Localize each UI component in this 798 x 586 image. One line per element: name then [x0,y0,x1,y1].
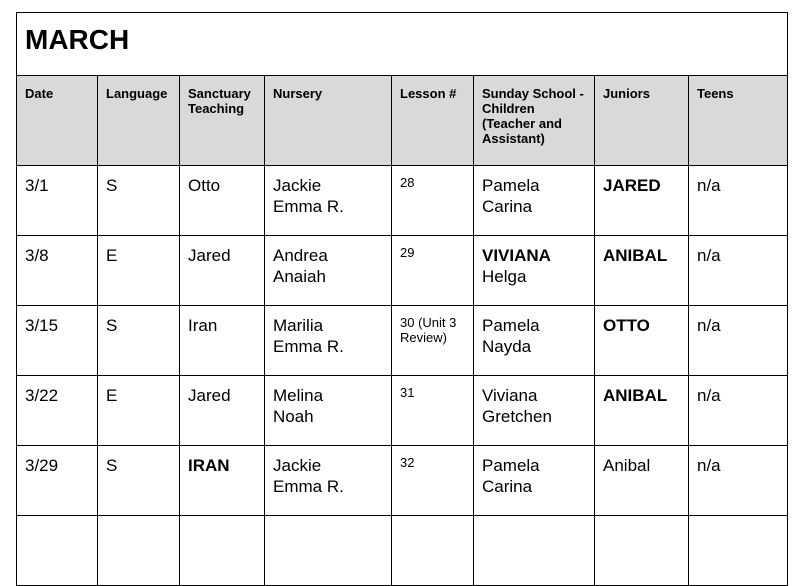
table-row [17,166,788,236]
column-header-language: Language [98,76,180,166]
sunday-school-name: Nayda [482,337,532,356]
lesson-cell: 31 [392,376,474,446]
nursery-name: Noah [273,407,314,426]
juniors-cell: Anibal [595,446,689,516]
empty-cell [17,516,98,586]
teens-cell: n/a [689,166,788,236]
nursery-cell [265,446,392,516]
nursery-name: Emma R. [273,197,344,216]
nursery-cell [265,166,392,236]
nursery-name: Andrea [273,246,328,265]
teens-cell: n/a [689,306,788,376]
schedule-table [16,12,788,586]
teens-cell: n/a [689,446,788,516]
month-title: MARCH [17,13,788,76]
column-header-lesson: Lesson # [392,76,474,166]
empty-cell [265,516,392,586]
juniors-cell: JARED [595,166,689,236]
column-header-nursery: Nursery [265,76,392,166]
empty-cell [595,516,689,586]
sunday-school-name: Helga [482,267,527,286]
empty-cell [180,516,265,586]
column-header-sunday-school: Sunday School - Children (Teacher and Assistant) [474,76,595,166]
lesson-cell: 29 [392,236,474,306]
sunday-school-cell [474,376,595,446]
date-cell: 3/1 [17,166,98,236]
language-cell: S [98,166,180,236]
date-cell: 3/8 [17,236,98,306]
sunday-school-name: VIVIANA [482,246,551,265]
sunday-school-name: Carina [482,197,533,216]
nursery-name: Jackie [273,176,322,195]
sanctuary-cell: Otto [180,166,265,236]
sunday-school-name: Pamela [482,316,540,335]
title-row [17,13,788,76]
sunday-school-cell [474,236,595,306]
juniors-cell: ANIBAL [595,236,689,306]
juniors-cell: ANIBAL [595,376,689,446]
nursery-name: Anaiah [273,267,326,286]
nursery-cell [265,306,392,376]
teens-cell: n/a [689,376,788,446]
empty-cell [98,516,180,586]
language-cell: S [98,306,180,376]
schedule-sheet [16,12,787,586]
column-header-sanctuary-teaching: Sanctuary Teaching [180,76,265,166]
sunday-school-cell [474,446,595,516]
sanctuary-cell: IRAN [180,446,265,516]
table-row [17,376,788,446]
nursery-name: Melina [273,386,324,405]
nursery-name: Marilia [273,316,324,335]
table-row [17,306,788,376]
lesson-cell: 30 (Unit 3 Review) [392,306,474,376]
sanctuary-cell: Jared [180,236,265,306]
sunday-school-name: Pamela [482,176,540,195]
sunday-school-name: Carina [482,477,533,496]
juniors-cell: OTTO [595,306,689,376]
empty-cell [474,516,595,586]
lesson-cell: 32 [392,446,474,516]
teens-cell: n/a [689,236,788,306]
date-cell: 3/22 [17,376,98,446]
nursery-cell [265,236,392,306]
date-cell: 3/15 [17,306,98,376]
empty-cell [689,516,788,586]
language-cell: E [98,376,180,446]
language-cell: E [98,236,180,306]
column-header-date: Date [17,76,98,166]
language-cell: S [98,446,180,516]
sunday-school-name: Gretchen [482,407,552,426]
nursery-name: Jackie [273,456,322,475]
nursery-cell [265,376,392,446]
column-header-teens: Teens [689,76,788,166]
sanctuary-cell: Jared [180,376,265,446]
nursery-name: Emma R. [273,337,344,356]
header-row [17,76,788,166]
empty-row [17,516,788,586]
table-row [17,446,788,516]
table-row [17,236,788,306]
sunday-school-cell [474,306,595,376]
column-header-juniors: Juniors [595,76,689,166]
nursery-name: Emma R. [273,477,344,496]
date-cell: 3/29 [17,446,98,516]
sanctuary-cell: Iran [180,306,265,376]
sunday-school-cell [474,166,595,236]
lesson-cell: 28 [392,166,474,236]
empty-cell [392,516,474,586]
sunday-school-name: Pamela [482,456,540,475]
sunday-school-name: Viviana [482,386,538,405]
